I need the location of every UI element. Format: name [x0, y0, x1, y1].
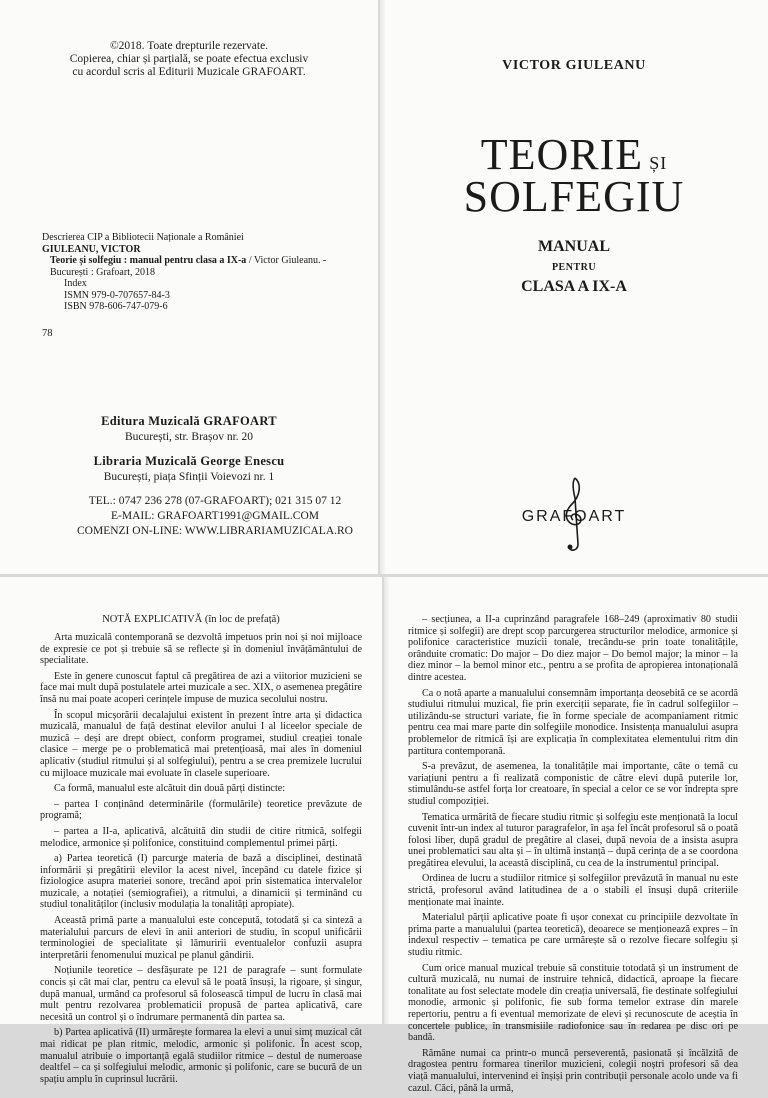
paragraph: Ordinea de lucru a studiilor ritmice și solfegiilor prevăzută în manual nu este strictă, profesorul având latitudinea de a o stabili el însuși după criteriile menționate mai înainte.	[408, 873, 738, 908]
paragraph: S-a prevăzut, de asemenea, la tonalitățile mai importante, câte o temă cu variațiuni pentru a fi realizată componistic de către elevi după puterile lor, stimulându-se astfel forța lor creatoare, în special a celor ce se vor îndrepta spre studiul compoziției.	[408, 761, 738, 807]
book-title-line2: SOLFEGIU	[463, 172, 685, 221]
paragraph: – secțiunea, a II-a cuprinzând paragrafele 168–249 (aproximativ 80 studii ritmice și solfegii) are drept scop parcurgerea structurilor melodice, armonice și polifonice caracteristice muzicii tonale, trecându-se prin toate tonalitățile, orânduite cromatic: Do major – Do diez major – Do bemol major; la minor – la diez minor – la bemol minor etc., pentru a se profita de apropierea intonațională dintre acestea.	[408, 614, 738, 683]
paragraph: – partea a II-a, aplicativă, alcătuită din studii de citire ritmică, solfegii melodice, armonice și polifonice, constituind complementul primei părți.	[40, 825, 362, 849]
logo-text: GRAFOART	[521, 508, 627, 525]
preface-page-left	[0, 577, 382, 1085]
cip-record	[42, 232, 372, 313]
page-gutter	[384, 577, 390, 1024]
paragraph: Materialul părții aplicative poate fi ușor conexat cu principiile dezvoltate în prima parte a manualului (partea teoretică), deoarece se menționează expres – în indexul respectiv – tematica pe care urmărește să o rezolve fiecare solfegiu și studiu ritmic.	[408, 912, 738, 959]
copyright-line: cu acordul scris al Editurii Muzicale GRAFOART.	[72, 66, 306, 78]
paragraph: Ca o notă aparte a manualului consemnăm importanța deosebită ce se acordă studiului ritmului muzical, fie prin exerciții separate, fie în cadrul solfegiilor – utilizându-se structuri variate, fie în forme speciale de acompaniament ritmic pentru cea mai mare parte din solfegiile monodice. Insistența manualului asupra problemelor de ritmică își are explicația în complexitatea elementului ritm din partitura contemporană.	[408, 687, 738, 757]
email-line: E-MAIL: GRAFOART1991@GMAIL.COM	[111, 510, 319, 522]
paragraph: Rămâne numai ca printr-o muncă perseverentă, pasionată și încălzită de dragostea pentru formarea tinerilor muzicieni, colegii noștri profesori să dea viață manualului, intervenind ei înșiși prin contribuții personale acolo unde va fi cazul. Căci, până la urmă,	[408, 1047, 738, 1094]
paragraph: În scopul micșorării decalajului existent în prezent între arta și didactica muzicală, manualul de față destinat elevilor anului I al liceelor speciale de muzică – deși are drept obiect, conform programei, studiul creației tonale clasice – merge pe o problematică mai pretențioasă, mai ales în domeniul aplicativ (studiul ritmului și al solfegiului), pentru a se crea premizele lucrului cu mijloace muzicale mai evoluate în clasele superioare.	[40, 709, 362, 779]
paragraph: Ca formă, manualul este alcătuit din două părți distincte:	[54, 783, 286, 795]
paragraph: Arta muzicală contemporană se dezvoltă impetuos prin noi și noi mijloace de expresie ce pot și trebuie să se reflecte și în domeniul învățământului de specialitate.	[40, 632, 362, 667]
subtitle-manual: MANUAL	[538, 238, 610, 255]
book-title-line1: TEORIE $^{ȘI}$	[480, 130, 668, 179]
cip-author: GIULEANU, VICTOR	[42, 243, 141, 255]
note-title: NOTĂ EXPLICATIVĂ (în loc de prefață)	[102, 614, 280, 625]
bookshop-name: Libraria Muzicală George Enescu	[93, 454, 285, 468]
copyright-notice	[20, 40, 358, 79]
cip-heading: Descrierea CIP a Bibliotecii Naționale a României	[42, 232, 244, 243]
publisher-logo	[380, 474, 768, 554]
cip-imprint: București : Grafoart, 2018	[50, 266, 155, 278]
copyright-line: ©2018. Toate drepturile rezervate.	[109, 40, 269, 52]
paragraph: b) Partea aplicativă (II) urmărește formarea la elevi a unui simț muzical cât mai ridicat pe plan ritmic, melodic, armonic și polifonic. În acest scop, manualul atribuie o importanță egală studiilor ritmice – destul de numeroase dealtfel – ca și solfegiului melodic, armonic și polifonic, care se bucură de un spațiu amplu în cuprinsul lucrării.	[40, 1027, 362, 1085]
title-page	[380, 0, 768, 574]
orders-line: COMENZI ON-LINE: WWW.LIBRARIAMUZICALA.RO	[77, 525, 353, 537]
preface-page-right	[384, 577, 768, 1094]
paragraph: Cum orice manual muzical trebuie să constituie totodată și un instrument de cultură muzicală, nu numai de instruire tehnică, didactică, aproape la fiecare tonalitate au fost selectate modele din creația universală, fie destinate solfegiului monodie, armonic și polifonic, fie sub forma temelor extrase din marele repertoriu, pentru a fi eventual memorizate de elevi și recunoscute de aceștia în concertele publice, în transmisiile radiofonice sau în redarea pe disc ori pe bandă.	[408, 962, 738, 1044]
paragraph: Această primă parte a manualului este concepută, totodată și ca sinteză a materialului parcurs de elevi în anii anteriori de studiu, în scopul unificării terminologiei de specialitate și lămuririi eventualelor confuzii asupra interpretării fenomenului muzical pe planul gândirii.	[40, 915, 362, 961]
paragraph: Tematica urmărită de fiecare studiu ritmic și solfegiu este menționată la locul cuvenit într-un index al tuturor paragrafelor, în așa fel încât profesorul să o poată folosi liber, după gradul de pregătire al clasei, după nevoia de a insista asupra unei problematici sau alta și – în ultimă instanță – după cerința de a se coordona pregătirea elevului, la această disciplină, cu cea de la instrumentul principal.	[408, 811, 738, 869]
publisher-contact	[60, 494, 370, 539]
cip-index: Index	[64, 278, 87, 289]
preface-text-right	[408, 614, 738, 1098]
paragraph: – partea I conținând determinările (formulările) teoretice prevăzute de programă;	[40, 798, 362, 822]
cip-title: Teorie și solfegiu : manual pentru clasa a IX-a / Victor Giuleanu. -	[50, 255, 327, 266]
bookshop-address: București, piața Sfinții Voievozi nr. 1	[103, 471, 275, 483]
preface-text-left	[40, 632, 362, 1089]
paragraph: a) Partea teoretică (I) parcurge materia de bază a disciplinei, destinată informării și pregătirii elevilor la acest nivel, începând cu datele fizice și fiziologice asupra materiei sonore, trecând apoi prin sistematica intervalelor muzicale, a notației (semiografiei), a ritmului, a dinamicii și terminând cu studiul tonalităților (inclusiv modulația la tonalități apropiate).	[40, 853, 362, 911]
subtitle-for: PENTRU	[551, 262, 597, 273]
copyright-line: Copierea, chiar și parțială, se poate efectua exclusiv	[69, 53, 309, 65]
cip-isbn: ISBN 978-606-747-079-6	[64, 301, 168, 312]
subtitle-class: CLASA A IX-A	[521, 278, 627, 295]
cip-number: 78	[42, 328, 53, 339]
author-name: VICTOR GIULEANU	[502, 58, 646, 73]
phone-line: TEL.: 0747 236 278 (07-GRAFOART); 021 315 07 12	[88, 495, 342, 507]
paragraph: Este în genere cunoscut faptul că pregătirea de azi a viitorior muzicieni se face mai mult după postulatele artei muzicale a sec. XIX, o asemenea pregătire însă nu mai poate acoperi cerințele impuse de muzica secolului nostru.	[40, 670, 362, 705]
copyright-page	[0, 0, 378, 574]
publisher-name: Editura Muzicală GRAFOART	[101, 414, 277, 428]
publisher-address: București, str. Brașov nr. 20	[124, 431, 254, 443]
cip-ismn: ISMN 979-0-707657-84-3	[64, 289, 170, 301]
paragraph: Noțiunile teoretice – desfășurate pe 121 de paragrafe – sunt formulate concis și cât mai clar, pentru ca elevul să le poată însuși, la rigoare, și singur, după manual, urmând ca profesorul să folosească timpul de lucru în clasă mai mult pentru rezolvarea problematicii propusă de partea aplicativă, care necesită un control și o îndrumare permanentă din partea sa.	[40, 965, 362, 1023]
